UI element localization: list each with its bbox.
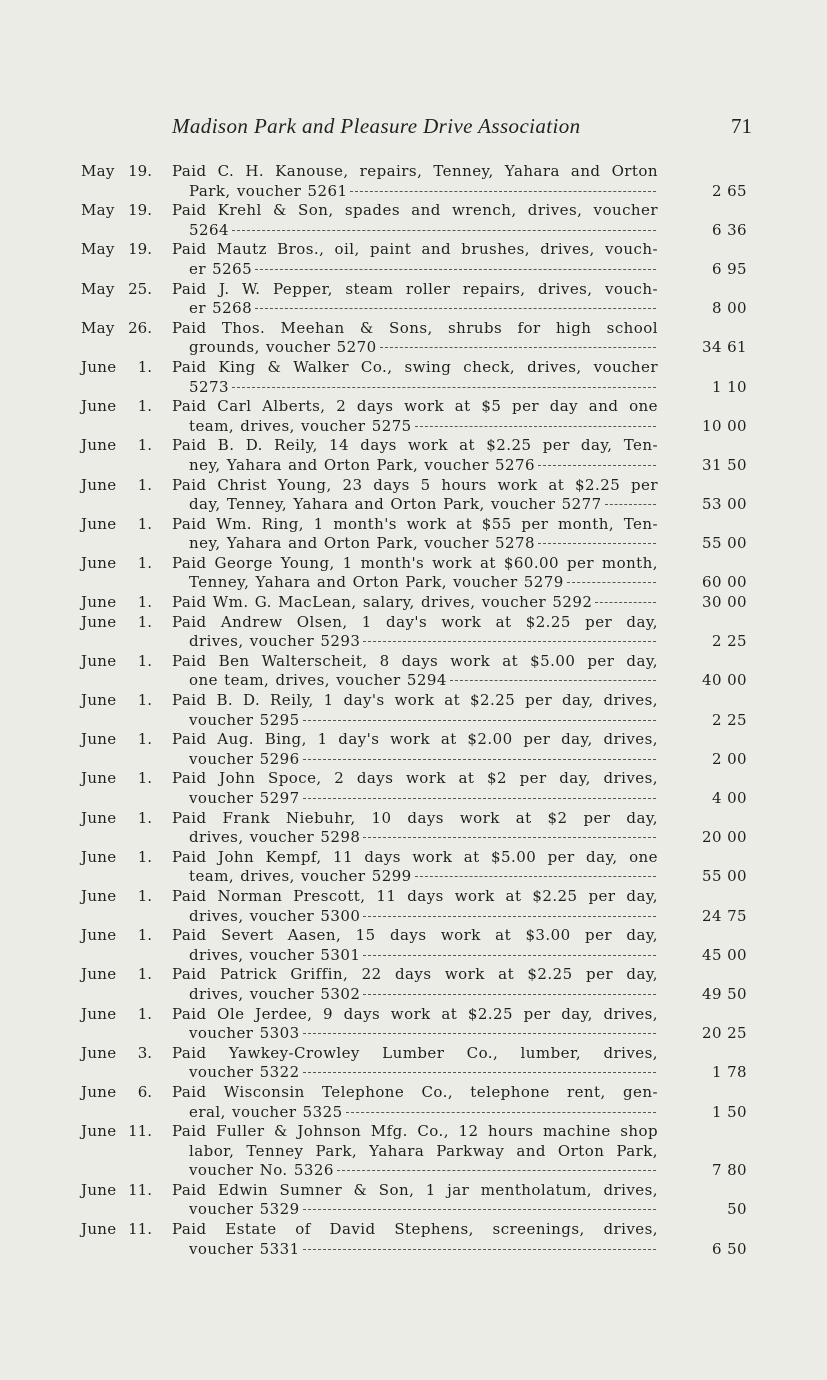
dot-leader bbox=[538, 542, 656, 544]
entry-amount: 10 00 bbox=[702, 416, 747, 435]
entry-month: June bbox=[81, 612, 117, 631]
entry-amount: 49 50 bbox=[702, 984, 747, 1003]
entry-description bbox=[172, 1220, 658, 1259]
entry-description-line: Paid Norman Prescott, 11 days work at $2.25 per day, bbox=[172, 886, 658, 905]
entry-description-text: ney, Yahara and Orton Park, voucher 5278 bbox=[189, 534, 536, 553]
dot-leader bbox=[303, 1071, 656, 1073]
entry-month: June bbox=[81, 593, 117, 612]
entry-description-last-line bbox=[172, 417, 658, 437]
entry-description-last-line bbox=[172, 221, 658, 241]
entry-description-last-line bbox=[172, 671, 658, 691]
entry-description-last-line bbox=[172, 495, 658, 515]
ledger-entry bbox=[0, 515, 827, 554]
entry-day: 1. bbox=[137, 553, 152, 572]
dot-leader bbox=[363, 915, 656, 917]
entry-day: 6. bbox=[137, 1082, 152, 1101]
entry-description-text: voucher 5295 bbox=[189, 710, 300, 729]
entry-amount: 55 00 bbox=[702, 534, 747, 553]
entry-description-text: drives, voucher 5302 bbox=[189, 984, 361, 1003]
dot-leader bbox=[363, 993, 656, 995]
entry-day: 19. bbox=[128, 201, 152, 220]
ledger-entry bbox=[0, 848, 827, 887]
ledger-entry bbox=[0, 887, 827, 926]
ledger-entry bbox=[0, 436, 827, 475]
entry-description-line: Paid Thos. Meehan & Sons, shrubs for high school bbox=[172, 318, 658, 337]
entry-day: 3. bbox=[137, 1043, 152, 1062]
entry-description-last-line bbox=[172, 260, 658, 280]
entry-description bbox=[172, 554, 658, 593]
entry-day: 1. bbox=[137, 612, 152, 631]
entry-description-last-line bbox=[172, 632, 658, 652]
entry-amount: 7 80 bbox=[712, 1161, 747, 1180]
ledger-entry bbox=[0, 1044, 827, 1083]
entry-amount: 2 25 bbox=[712, 632, 747, 651]
entry-description-text: drives, voucher 5301 bbox=[189, 945, 361, 964]
entry-description bbox=[172, 691, 658, 730]
dot-leader bbox=[303, 1248, 656, 1250]
ledger-entry bbox=[0, 965, 827, 1004]
entry-description bbox=[172, 1122, 658, 1181]
entry-description-last-line bbox=[172, 867, 658, 887]
ledger-entries bbox=[0, 162, 827, 1259]
entry-description-text: voucher 5303 bbox=[189, 1024, 300, 1043]
entry-description-line: Paid Ben Walterscheit, 8 days work at $5.00 per day, bbox=[172, 651, 658, 670]
ledger-entry bbox=[0, 319, 827, 358]
entry-amount: 50 bbox=[727, 1200, 747, 1219]
page-header bbox=[0, 114, 827, 144]
ledger-entry bbox=[0, 1220, 827, 1259]
dot-leader bbox=[303, 719, 656, 721]
entry-description bbox=[172, 397, 658, 436]
dot-leader bbox=[255, 307, 656, 309]
entry-description-line: Paid B. D. Reily, 1 day's work at $2.25 per day, drives, bbox=[172, 691, 658, 710]
dot-leader bbox=[232, 386, 656, 388]
entry-description-text: 5273 bbox=[189, 377, 229, 396]
entry-description bbox=[172, 280, 658, 319]
entry-month: June bbox=[81, 553, 117, 572]
entry-day: 1. bbox=[137, 847, 152, 866]
entry-description-text: voucher 5331 bbox=[189, 1239, 300, 1258]
entry-day: 1. bbox=[137, 514, 152, 533]
entry-day: 1. bbox=[137, 691, 152, 710]
entry-day: 1. bbox=[137, 808, 152, 827]
entry-description-text: Park, voucher 5261 bbox=[189, 181, 348, 200]
entry-description-line: Paid Estate of David Stephens, screenings, drives, bbox=[172, 1220, 658, 1239]
entry-day: 11. bbox=[128, 1122, 152, 1141]
entry-day: 1. bbox=[137, 769, 152, 788]
ledger-entry bbox=[0, 201, 827, 240]
entry-description bbox=[172, 769, 658, 808]
entry-month: June bbox=[81, 1043, 117, 1062]
entry-description-last-line bbox=[172, 1103, 658, 1123]
entry-month: May bbox=[81, 240, 115, 259]
dot-leader bbox=[415, 875, 656, 877]
dot-leader bbox=[363, 954, 656, 956]
entry-month: June bbox=[81, 1122, 117, 1141]
entry-amount: 60 00 bbox=[702, 573, 747, 592]
entry-description-text: voucher 5329 bbox=[189, 1200, 300, 1219]
entry-description bbox=[172, 319, 658, 358]
entry-month: June bbox=[81, 926, 117, 945]
entry-day: 1. bbox=[137, 436, 152, 455]
entry-description-line: Paid J. W. Pepper, steam roller repairs, drives, vouch- bbox=[172, 279, 658, 298]
entry-description bbox=[172, 515, 658, 554]
ledger-entry bbox=[0, 730, 827, 769]
entry-description-last-line bbox=[172, 593, 658, 613]
ledger-entry bbox=[0, 162, 827, 201]
entry-month: May bbox=[81, 162, 115, 180]
dot-leader bbox=[303, 758, 656, 760]
entry-description-text: 5264 bbox=[189, 220, 229, 239]
entry-description-text: voucher 5297 bbox=[189, 789, 300, 807]
entry-description-last-line bbox=[172, 182, 658, 202]
entry-month: June bbox=[81, 769, 117, 788]
entry-description-text: grounds, voucher 5270 bbox=[189, 338, 377, 357]
entry-amount: 45 00 bbox=[702, 945, 747, 964]
entry-day: 1. bbox=[137, 357, 152, 376]
ledger-entry bbox=[0, 1122, 827, 1181]
entry-month: June bbox=[81, 730, 117, 749]
entry-description-last-line bbox=[172, 946, 658, 966]
ledger-entry bbox=[0, 358, 827, 397]
entry-description-line: Paid Krehl & Son, spades and wrench, drives, voucher bbox=[172, 201, 658, 220]
dot-leader bbox=[303, 797, 656, 799]
entry-day: 19. bbox=[128, 162, 152, 180]
entry-month: June bbox=[81, 397, 117, 416]
entry-description-line: Paid Wisconsin Telephone Co., telephone rent, gen- bbox=[172, 1082, 658, 1101]
entry-description-text: voucher 5296 bbox=[189, 749, 300, 768]
page-number: 71 bbox=[731, 114, 752, 138]
entry-description-text: voucher 5322 bbox=[189, 1063, 300, 1082]
ledger-entry bbox=[0, 769, 827, 808]
entry-description bbox=[172, 848, 658, 887]
entry-month: June bbox=[81, 886, 117, 905]
dot-leader bbox=[363, 836, 656, 838]
entry-description-text: Paid Wm. G. MacLean, salary, drives, voucher 5292 bbox=[172, 593, 593, 612]
entry-month: June bbox=[81, 1180, 117, 1199]
ledger-entry bbox=[0, 613, 827, 652]
entry-description-line: Paid Aug. Bing, 1 day's work at $2.00 per day, drives, bbox=[172, 730, 658, 749]
entry-description-last-line bbox=[172, 378, 658, 398]
entry-description-last-line bbox=[172, 789, 658, 809]
entry-month: June bbox=[81, 1220, 117, 1239]
entry-description-line: Paid Frank Niebuhr, 10 days work at $2 per day, bbox=[172, 808, 658, 827]
entry-description-text: eral, voucher 5325 bbox=[189, 1102, 343, 1121]
ledger-entry bbox=[0, 280, 827, 319]
entry-month: June bbox=[81, 475, 117, 494]
ledger-entry bbox=[0, 397, 827, 436]
entry-amount: 24 75 bbox=[702, 906, 747, 925]
entry-description-text: drives, voucher 5298 bbox=[189, 828, 361, 847]
entry-description-line: Paid John Spoce, 2 days work at $2 per day, drives, bbox=[172, 769, 658, 788]
entry-day: 1. bbox=[137, 730, 152, 749]
entry-description-last-line bbox=[172, 828, 658, 848]
entry-description bbox=[172, 162, 658, 201]
dot-leader bbox=[595, 601, 656, 603]
entry-description-last-line bbox=[172, 299, 658, 319]
entry-month: June bbox=[81, 436, 117, 455]
entry-description-text: team, drives, voucher 5299 bbox=[189, 867, 412, 886]
entry-description-line: Paid King & Walker Co., swing check, drives, voucher bbox=[172, 357, 658, 376]
entry-month: June bbox=[81, 808, 117, 827]
entry-description-line: Paid John Kempf, 11 days work at $5.00 per day, one bbox=[172, 847, 658, 866]
ledger-entry bbox=[0, 240, 827, 279]
entry-amount: 20 00 bbox=[702, 828, 747, 847]
entry-description-last-line bbox=[172, 985, 658, 1005]
ledger-entry bbox=[0, 1181, 827, 1220]
running-title: Madison Park and Pleasure Drive Association bbox=[172, 114, 581, 138]
ledger-entry bbox=[0, 809, 827, 848]
entry-amount: 6 36 bbox=[712, 220, 747, 239]
entry-amount: 20 25 bbox=[702, 1024, 747, 1043]
entry-description-text: drives, voucher 5293 bbox=[189, 632, 361, 651]
entry-description-line: Paid Wm. Ring, 1 month's work at $55 per month, Ten- bbox=[172, 514, 658, 533]
entry-description bbox=[172, 613, 658, 652]
entry-description-text: voucher No. 5326 bbox=[189, 1161, 334, 1180]
entry-month: June bbox=[81, 1004, 117, 1023]
entry-description bbox=[172, 593, 658, 613]
entry-description-last-line bbox=[172, 1024, 658, 1044]
entry-description-text: er 5265 bbox=[189, 259, 253, 278]
entry-amount: 1 50 bbox=[712, 1102, 747, 1121]
entry-description-line: Paid Mautz Bros., oil, paint and brushes, drives, vouch- bbox=[172, 240, 658, 259]
entry-description-line: Paid Edwin Sumner & Son, 1 jar mentholatum, drives, bbox=[172, 1180, 658, 1199]
entry-day: 1. bbox=[137, 397, 152, 416]
entry-description-text: er 5268 bbox=[189, 299, 253, 318]
entry-amount: 1 78 bbox=[712, 1063, 747, 1082]
entry-day: 1. bbox=[137, 651, 152, 670]
ledger-entry bbox=[0, 1083, 827, 1122]
entry-description bbox=[172, 809, 658, 848]
ledger-entry bbox=[0, 652, 827, 691]
entry-description-line: Paid Fuller & Johnson Mfg. Co., 12 hours machine shop bbox=[172, 1122, 658, 1141]
entry-description-line: Paid B. D. Reily, 14 days work at $2.25 per day, Ten- bbox=[172, 436, 658, 455]
entry-description-line: Paid Severt Aasen, 15 days work at $3.00 per day, bbox=[172, 926, 658, 945]
entry-description-text: drives, voucher 5300 bbox=[189, 906, 361, 925]
entry-amount: 40 00 bbox=[702, 671, 747, 690]
entry-description bbox=[172, 201, 658, 240]
entry-day: 1. bbox=[137, 926, 152, 945]
dot-leader bbox=[450, 679, 656, 681]
ledger-entry bbox=[0, 476, 827, 515]
dot-leader bbox=[255, 268, 656, 270]
entry-month: June bbox=[81, 691, 117, 710]
dot-leader bbox=[337, 1169, 656, 1171]
entry-description-last-line bbox=[172, 456, 658, 476]
entry-amount: 2 00 bbox=[712, 749, 747, 768]
entry-description bbox=[172, 887, 658, 926]
entry-day: 1. bbox=[137, 593, 152, 612]
dot-leader bbox=[350, 190, 656, 192]
entry-description-text: Tenney, Yahara and Orton Park, voucher 5279 bbox=[189, 573, 564, 592]
entry-month: June bbox=[81, 514, 117, 533]
entry-description-line: Paid Carl Alberts, 2 days work at $5 per day and one bbox=[172, 397, 658, 416]
entry-description-last-line bbox=[172, 1063, 658, 1083]
entry-description-line: Paid Patrick Griffin, 22 days work at $2.25 per day, bbox=[172, 965, 658, 984]
entry-month: June bbox=[81, 847, 117, 866]
entry-month: June bbox=[81, 1082, 117, 1101]
entry-description-last-line bbox=[172, 573, 658, 593]
ledger-entry bbox=[0, 1005, 827, 1044]
entry-description bbox=[172, 1083, 658, 1122]
entry-month: June bbox=[81, 357, 117, 376]
entry-amount: 2 25 bbox=[712, 710, 747, 729]
entry-amount: 30 00 bbox=[702, 593, 747, 612]
entry-description-line: Paid George Young, 1 month's work at $60.00 per month, bbox=[172, 553, 658, 572]
entry-month: May bbox=[81, 201, 115, 220]
entry-description bbox=[172, 476, 658, 515]
entry-month: June bbox=[81, 965, 117, 984]
entry-amount: 1 10 bbox=[712, 377, 747, 396]
entry-amount: 34 61 bbox=[702, 338, 747, 357]
dot-leader bbox=[380, 346, 656, 348]
entry-day: 11. bbox=[128, 1180, 152, 1199]
entry-amount: 6 95 bbox=[712, 259, 747, 278]
entry-description bbox=[172, 652, 658, 691]
dot-leader bbox=[567, 581, 656, 583]
entry-day: 1. bbox=[137, 965, 152, 984]
entry-description-last-line bbox=[172, 1240, 658, 1260]
entry-amount: 53 00 bbox=[702, 495, 747, 514]
entry-amount: 55 00 bbox=[702, 867, 747, 886]
entry-description-line: Paid C. H. Kanouse, repairs, Tenney, Yahara and Orton bbox=[172, 162, 658, 180]
entry-description-last-line bbox=[172, 534, 658, 554]
entry-description bbox=[172, 965, 658, 1004]
entry-description-last-line bbox=[172, 907, 658, 927]
dot-leader bbox=[232, 229, 656, 231]
entry-description bbox=[172, 1044, 658, 1083]
entry-description-line: Paid Yawkey-Crowley Lumber Co., lumber, drives, bbox=[172, 1043, 658, 1062]
entry-description bbox=[172, 436, 658, 475]
ledger-entry bbox=[0, 691, 827, 730]
entry-description-text: ney, Yahara and Orton Park, voucher 5276 bbox=[189, 455, 536, 474]
entry-description bbox=[172, 926, 658, 965]
entry-amount: 6 50 bbox=[712, 1239, 747, 1258]
dot-leader bbox=[346, 1111, 656, 1113]
entry-description-line: labor, Tenney Park, Yahara Parkway and Orton Park, bbox=[189, 1141, 658, 1160]
entry-day: 1. bbox=[137, 1004, 152, 1023]
entry-description bbox=[172, 358, 658, 397]
entry-amount: 4 00 bbox=[712, 789, 747, 807]
entry-description-text: day, Tenney, Yahara and Orton Park, voucher 5277 bbox=[189, 495, 602, 514]
entry-description-text: team, drives, voucher 5275 bbox=[189, 416, 412, 435]
dot-leader bbox=[303, 1032, 656, 1034]
entry-description-last-line bbox=[172, 711, 658, 731]
entry-month: June bbox=[81, 651, 117, 670]
entry-day: 25. bbox=[128, 279, 152, 298]
dot-leader bbox=[415, 425, 656, 427]
entry-description bbox=[172, 1181, 658, 1220]
dot-leader bbox=[303, 1208, 656, 1210]
entry-description-last-line bbox=[172, 750, 658, 770]
ledger-entry bbox=[0, 926, 827, 965]
ledger-entry bbox=[0, 593, 827, 613]
entry-description-last-line bbox=[172, 1161, 658, 1181]
entry-day: 11. bbox=[128, 1220, 152, 1239]
entry-description-last-line bbox=[172, 1200, 658, 1220]
entry-description-line: Paid Andrew Olsen, 1 day's work at $2.25 per day, bbox=[172, 612, 658, 631]
entry-description-line: Paid Ole Jerdee, 9 days work at $2.25 per day, drives, bbox=[172, 1004, 658, 1023]
entry-day: 1. bbox=[137, 886, 152, 905]
entry-month: May bbox=[81, 279, 115, 298]
entry-description-last-line bbox=[172, 338, 658, 358]
dot-leader bbox=[538, 464, 656, 466]
entry-amount: 2 65 bbox=[712, 181, 747, 200]
ledger-entry bbox=[0, 554, 827, 593]
entry-description bbox=[172, 1005, 658, 1044]
dot-leader bbox=[605, 503, 656, 505]
entry-description-line: Paid Christ Young, 23 days 5 hours work at $2.25 per bbox=[172, 475, 658, 494]
dot-leader bbox=[363, 640, 656, 642]
entry-description-text: one team, drives, voucher 5294 bbox=[189, 671, 447, 690]
entry-day: 1. bbox=[137, 475, 152, 494]
entry-day: 26. bbox=[128, 318, 152, 337]
entry-description bbox=[172, 730, 658, 769]
entry-description bbox=[172, 240, 658, 279]
entry-month: May bbox=[81, 318, 115, 337]
entry-amount: 31 50 bbox=[702, 455, 747, 474]
entry-amount: 8 00 bbox=[712, 299, 747, 318]
entry-day: 19. bbox=[128, 240, 152, 259]
